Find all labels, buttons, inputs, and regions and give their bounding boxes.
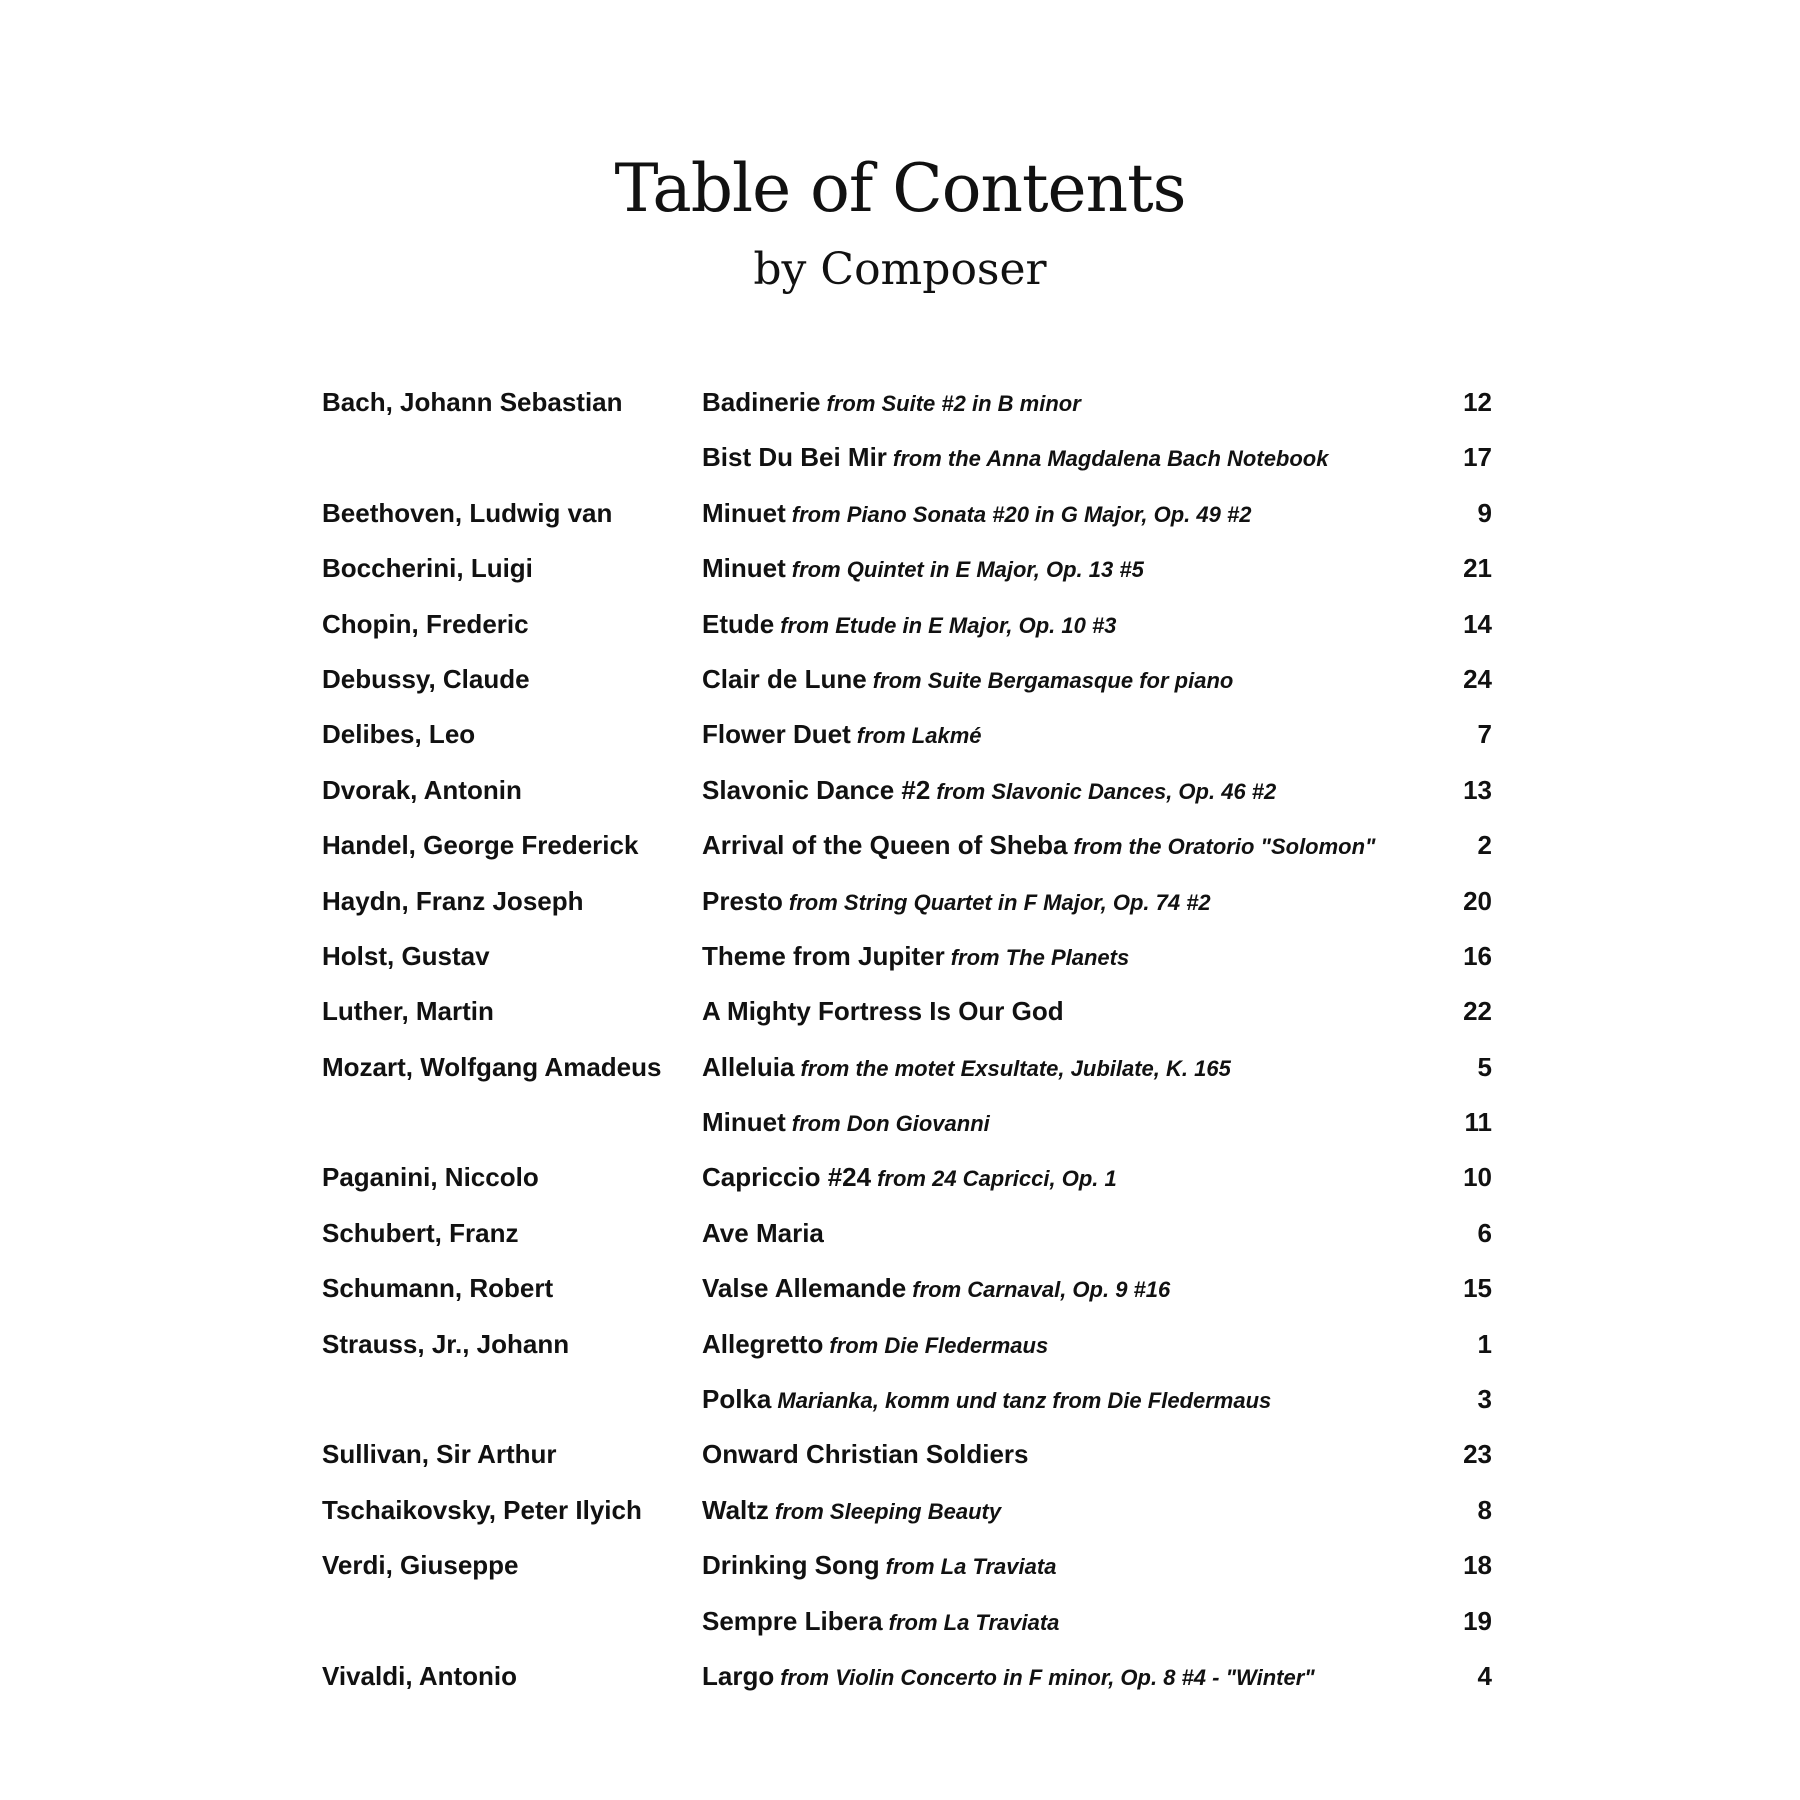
work-title: Presto bbox=[702, 885, 783, 916]
page-number: 5 bbox=[1477, 1051, 1492, 1082]
page-number: 18 bbox=[1463, 1550, 1492, 1581]
work-entry bbox=[702, 770, 1276, 812]
toc-row bbox=[322, 1434, 1492, 1489]
work-title: Valse Allemande bbox=[702, 1273, 907, 1304]
work-source: Marianka, komm und tanz from Die Fledermaus bbox=[777, 1388, 1272, 1414]
work-title: Waltz bbox=[702, 1494, 769, 1525]
work-entry bbox=[702, 1656, 1315, 1698]
work-source: from Violin Concerto in F minor, Op. 8 #4 - "Winter" bbox=[780, 1664, 1315, 1690]
page-number: 15 bbox=[1463, 1273, 1492, 1304]
work-title: Minuet bbox=[702, 553, 786, 584]
work-source: from Carnaval, Op. 9 #16 bbox=[912, 1277, 1171, 1303]
work-title: Polka bbox=[702, 1384, 772, 1415]
work-source: from Slavonic Dances, Op. 46 #2 bbox=[936, 778, 1277, 804]
work-source: from Quintet in E Major, Op. 13 #5 bbox=[791, 557, 1144, 583]
work-title: Drinking Song bbox=[702, 1550, 880, 1581]
toc-row bbox=[322, 1324, 1492, 1379]
work-source: from Lakmé bbox=[856, 723, 982, 749]
composer-name: Beethoven, Ludwig van bbox=[322, 497, 613, 528]
toc-row bbox=[322, 1601, 1492, 1656]
toc-row bbox=[322, 1490, 1492, 1545]
composer-name: Handel, George Frederick bbox=[322, 830, 639, 861]
page-number: 14 bbox=[1463, 608, 1492, 639]
toc-row bbox=[322, 991, 1492, 1046]
work-entry bbox=[702, 936, 1129, 978]
toc-row bbox=[322, 881, 1492, 936]
page-number: 7 bbox=[1477, 719, 1492, 750]
work-source: from Sleeping Beauty bbox=[774, 1498, 1002, 1524]
toc-row bbox=[322, 659, 1492, 714]
work-entry bbox=[702, 714, 982, 756]
work-source: from Suite #2 in B minor bbox=[826, 391, 1081, 416]
work-title: Badinerie bbox=[702, 387, 821, 417]
work-entry bbox=[702, 991, 1070, 1033]
composer-name: Schumann, Robert bbox=[322, 1273, 554, 1304]
work-title: Arrival of the Queen of Sheba bbox=[702, 830, 1068, 861]
work-source: from the Oratorio "Solomon" bbox=[1073, 834, 1376, 860]
work-title: Clair de Lune bbox=[702, 663, 867, 694]
work-entry bbox=[702, 1545, 1056, 1587]
composer-name: Haydn, Franz Joseph bbox=[322, 885, 584, 916]
page-title: Table of Contents bbox=[614, 150, 1186, 227]
composer-name: Delibes, Leo bbox=[322, 719, 476, 750]
work-entry bbox=[702, 1379, 1271, 1421]
work-title: Slavonic Dance #2 bbox=[702, 774, 931, 805]
page-number: 24 bbox=[1463, 663, 1492, 694]
page-number: 16 bbox=[1463, 940, 1492, 971]
toc-row bbox=[322, 825, 1492, 880]
table-of-contents bbox=[322, 382, 1492, 1711]
page-number: 3 bbox=[1477, 1384, 1492, 1415]
composer-name: Strauss, Jr., Johann bbox=[322, 1328, 570, 1359]
toc-row bbox=[322, 382, 1492, 437]
page-number: 20 bbox=[1463, 885, 1492, 916]
work-source: from the Anna Magdalena Bach Notebook bbox=[892, 446, 1329, 472]
work-entry bbox=[702, 881, 1211, 923]
composer-name: Holst, Gustav bbox=[322, 940, 490, 971]
toc-row bbox=[322, 1102, 1492, 1157]
toc-row bbox=[322, 1047, 1492, 1102]
work-source: from Suite Bergamasque for piano bbox=[872, 667, 1234, 693]
work-entry bbox=[702, 1601, 1059, 1643]
composer-name: Paganini, Niccolo bbox=[322, 1162, 539, 1193]
work-title: Sempre Libera bbox=[702, 1605, 883, 1636]
page-number: 12 bbox=[1463, 387, 1492, 417]
work-entry bbox=[702, 382, 1081, 424]
work-title: Flower Duet bbox=[702, 719, 851, 750]
composer-name: Chopin, Frederic bbox=[322, 608, 529, 639]
work-title: Ave Maria bbox=[702, 1217, 824, 1248]
work-title: Theme from Jupiter bbox=[702, 940, 945, 971]
page-number: 11 bbox=[1464, 1107, 1492, 1138]
toc-row bbox=[322, 1379, 1492, 1434]
page-number: 4 bbox=[1477, 1660, 1492, 1691]
work-entry bbox=[702, 1490, 1001, 1532]
composer-name: Verdi, Giuseppe bbox=[322, 1550, 519, 1581]
work-title: Largo bbox=[702, 1660, 775, 1691]
work-source: from Don Giovanni bbox=[791, 1111, 990, 1137]
composer-name: Schubert, Franz bbox=[322, 1217, 519, 1248]
work-title: Onward Christian Soldiers bbox=[702, 1439, 1029, 1470]
work-source: from Piano Sonata #20 in G Major, Op. 49 #2 bbox=[791, 501, 1252, 527]
work-entry bbox=[702, 1324, 1048, 1366]
work-source: from String Quartet in F Major, Op. 74 #2 bbox=[788, 889, 1211, 915]
page-number: 23 bbox=[1463, 1439, 1492, 1470]
work-title: Allegretto bbox=[702, 1328, 824, 1359]
work-entry bbox=[702, 1102, 990, 1144]
toc-row bbox=[322, 493, 1492, 548]
toc-row bbox=[322, 604, 1492, 659]
work-title: Minuet bbox=[702, 1107, 786, 1138]
page-subtitle: by Composer bbox=[753, 244, 1047, 295]
page-number: 17 bbox=[1463, 442, 1492, 473]
toc-row bbox=[322, 714, 1492, 769]
work-entry bbox=[702, 1213, 830, 1255]
composer-name: Bach, Johann Sebastian bbox=[322, 387, 623, 417]
page-number: 10 bbox=[1463, 1162, 1492, 1193]
work-entry bbox=[702, 825, 1376, 867]
work-entry bbox=[702, 604, 1116, 646]
work-title: Alleluia bbox=[702, 1051, 795, 1082]
work-entry bbox=[702, 659, 1233, 701]
work-entry bbox=[702, 1434, 1035, 1476]
toc-row bbox=[322, 936, 1492, 991]
work-entry bbox=[702, 493, 1251, 535]
page-number: 2 bbox=[1477, 830, 1492, 861]
composer-name: Mozart, Wolfgang Amadeus bbox=[322, 1051, 662, 1082]
composer-name: Dvorak, Antonin bbox=[322, 774, 522, 805]
work-entry bbox=[702, 1268, 1170, 1310]
page-number: 8 bbox=[1477, 1494, 1492, 1525]
toc-row bbox=[322, 548, 1492, 603]
composer-name: Tschaikovsky, Peter Ilyich bbox=[322, 1494, 642, 1525]
work-title: A Mighty Fortress Is Our God bbox=[702, 996, 1064, 1027]
page-number: 22 bbox=[1463, 996, 1492, 1027]
composer-name: Boccherini, Luigi bbox=[322, 553, 533, 584]
work-entry bbox=[702, 437, 1329, 479]
page-number: 9 bbox=[1477, 497, 1492, 528]
toc-row bbox=[322, 770, 1492, 825]
work-source: from the motet Exsultate, Jubilate, K. 165 bbox=[800, 1055, 1231, 1081]
toc-row bbox=[322, 1545, 1492, 1600]
toc-row bbox=[322, 1213, 1492, 1268]
page-number: 13 bbox=[1463, 774, 1492, 805]
toc-row bbox=[322, 437, 1492, 492]
composer-name: Sullivan, Sir Arthur bbox=[322, 1439, 557, 1470]
page-number: 6 bbox=[1477, 1217, 1492, 1248]
work-entry bbox=[702, 548, 1144, 590]
work-title: Etude bbox=[702, 608, 775, 639]
page-number: 19 bbox=[1463, 1605, 1492, 1636]
page-number: 21 bbox=[1463, 553, 1492, 584]
work-title: Bist Du Bei Mir bbox=[702, 442, 887, 473]
toc-row bbox=[322, 1157, 1492, 1212]
composer-name: Debussy, Claude bbox=[322, 663, 530, 694]
work-source: from 24 Capricci, Op. 1 bbox=[877, 1166, 1117, 1192]
work-entry bbox=[702, 1047, 1231, 1089]
work-source: from Etude in E Major, Op. 10 #3 bbox=[780, 612, 1117, 638]
composer-name: Vivaldi, Antonio bbox=[322, 1660, 518, 1691]
work-source: from The Planets bbox=[950, 944, 1130, 970]
work-title: Minuet bbox=[702, 497, 786, 528]
toc-row bbox=[322, 1656, 1492, 1711]
work-title: Capriccio #24 bbox=[702, 1162, 872, 1193]
composer-name: Luther, Martin bbox=[322, 996, 494, 1027]
work-source: from La Traviata bbox=[885, 1554, 1057, 1580]
page-number: 1 bbox=[1477, 1328, 1492, 1359]
work-source: from Die Fledermaus bbox=[829, 1332, 1049, 1358]
work-entry bbox=[702, 1157, 1117, 1199]
work-source: from La Traviata bbox=[888, 1609, 1060, 1635]
toc-row bbox=[322, 1268, 1492, 1323]
